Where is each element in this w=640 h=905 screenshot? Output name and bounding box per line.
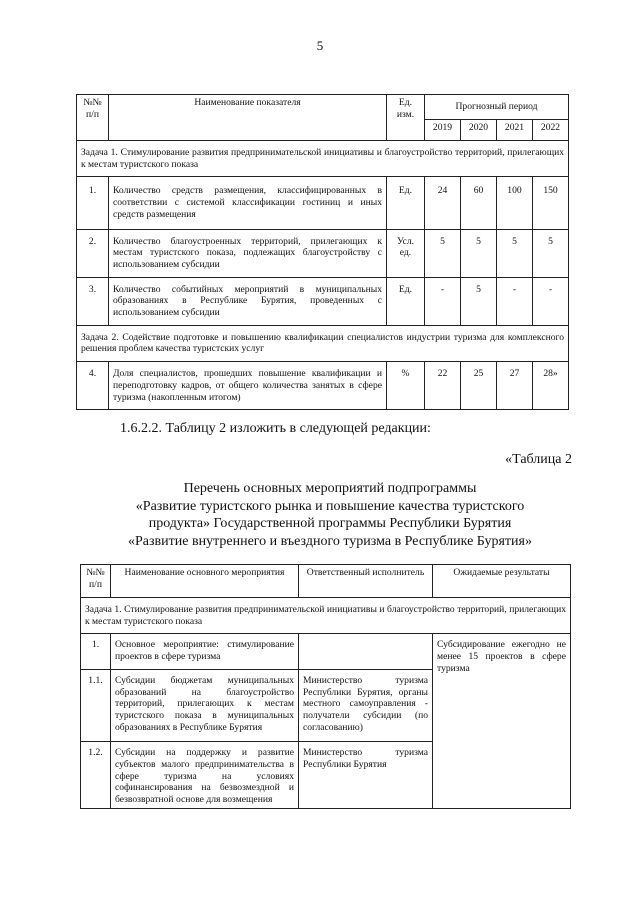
row-value: 5	[461, 277, 497, 325]
table-row	[77, 362, 569, 410]
row-unit: Усл. ед.	[387, 229, 425, 277]
row-value: 24	[425, 177, 461, 229]
section-row	[77, 325, 569, 361]
col-header-result: Ожидаемые результаты	[433, 565, 571, 598]
section-title: Задача 1. Стимулирование развития предпринимательской инициативы и благоустройство территорий, прилегающих к местам туристского показа	[77, 141, 569, 177]
col-header-resp: Ответственный исполнитель	[299, 565, 433, 598]
row-result: Субсидирование ежегодно не менее 15 проектов в сфере туризма	[433, 634, 571, 808]
table-header-row	[77, 95, 569, 120]
row-unit: Ед.	[387, 177, 425, 229]
row-resp: Министерство туризма Республики Бурятия, органы местного самоуправления - получатели субсидии (по согласованию)	[299, 669, 433, 742]
table-header-row	[81, 565, 571, 598]
row-value: 22	[425, 362, 461, 410]
col-header-unit: Ед. изм.	[387, 95, 425, 141]
heading-line: «Развитие внутреннего и въездного туризма в Республике Бурятия»	[128, 533, 532, 549]
page-number: 5	[316, 38, 324, 53]
row-value: 27	[497, 362, 533, 410]
table-row	[77, 229, 569, 277]
section-title: Задача 1. Стимулирование развития предпринимательской инициативы и благоустройство территорий, прилегающих к местам туристского показа	[81, 598, 571, 634]
row-num: 4.	[77, 362, 109, 410]
row-value: 25	[461, 362, 497, 410]
row-num: 3.	[77, 277, 109, 325]
amendment-paragraph: 1.6.2.2. Таблицу 2 изложить в следующей редакции:	[120, 421, 431, 436]
row-name: Количество благоустроенных территорий, прилегающих к местам туристского показа, подлежащих благоустройству с использованием субсидии	[109, 229, 387, 277]
heading-line: «Развитие туристского рынка и повышение качества туристского	[135, 498, 525, 514]
row-num: 1.	[81, 634, 111, 669]
year-header: 2022	[533, 120, 569, 141]
row-name: Основное мероприятие: стимулирование проектов в сфере туризма	[111, 634, 299, 669]
section-row	[81, 598, 571, 634]
row-value: 5	[425, 229, 461, 277]
year-header: 2020	[461, 120, 497, 141]
row-num: 1.1.	[81, 669, 111, 742]
year-header: 2019	[425, 120, 461, 141]
table-row	[77, 177, 569, 229]
row-value: 5	[497, 229, 533, 277]
row-name: Доля специалистов, прошедших повышение квалификации и переподготовку кадров, от общего количества занятых в сфере туризма (накопленным итогом)	[109, 362, 387, 410]
year-header: 2021	[497, 120, 533, 141]
row-num: 1.	[77, 177, 109, 229]
row-unit: %	[387, 362, 425, 410]
row-name: Субсидии бюджетам муниципальных образований на благоустройство территорий, прилегающих к местам туристского показа в муниципальных образованиях в Республике Бурятия	[111, 669, 299, 742]
section-title: Задача 2. Содействие подготовке и повышению квалификации специалистов индустрии туризма для комплексного решения проблем качества туристских услуг	[77, 325, 569, 361]
heading-line: продукта» Государственной программы Республики Бурятия	[148, 516, 512, 531]
row-value: -	[425, 277, 461, 325]
row-name: Количество событийных мероприятий в муниципальных образованиях в Республике Бурятия, проведенных с использованием субсидии	[109, 277, 387, 325]
measures-table	[80, 564, 571, 809]
col-header-num: №№ п/п	[81, 565, 111, 598]
col-header-name: Наименование показателя	[109, 95, 387, 141]
row-value: -	[497, 277, 533, 325]
row-num: 2.	[77, 229, 109, 277]
table-label: «Таблица 2	[505, 452, 572, 467]
row-resp	[299, 634, 433, 669]
heading-line: Перечень основных мероприятий подпрограммы	[183, 481, 477, 496]
table-heading	[60, 480, 600, 550]
section-row	[77, 141, 569, 177]
indicators-table	[76, 94, 569, 410]
row-value: 60	[461, 177, 497, 229]
row-value: 100	[497, 177, 533, 229]
row-value: 5	[461, 229, 497, 277]
table-row	[81, 634, 571, 669]
row-value: 28»	[533, 362, 569, 410]
row-num: 1.2.	[81, 742, 111, 809]
row-value: -	[533, 277, 569, 325]
row-name: Количество средств размещения, классифицированных в соответствии с системой классификации гостиниц и иных средств размещения	[109, 177, 387, 229]
row-value: 150	[533, 177, 569, 229]
row-name: Субсидии на поддержку и развитие субъектов малого предпринимательства в сфере туризма на условиях софинансирования на безвозмездной и безвозвратной основе для возмещения	[111, 742, 299, 809]
row-unit: Ед.	[387, 277, 425, 325]
row-value: 5	[533, 229, 569, 277]
col-header-name: Наименование основного мероприятия	[111, 565, 299, 598]
col-header-period: Прогнозный период	[425, 95, 569, 120]
table-row	[77, 277, 569, 325]
row-resp: Министерство туризма Республики Бурятия	[299, 742, 433, 809]
col-header-num: №№ п/п	[77, 95, 109, 141]
